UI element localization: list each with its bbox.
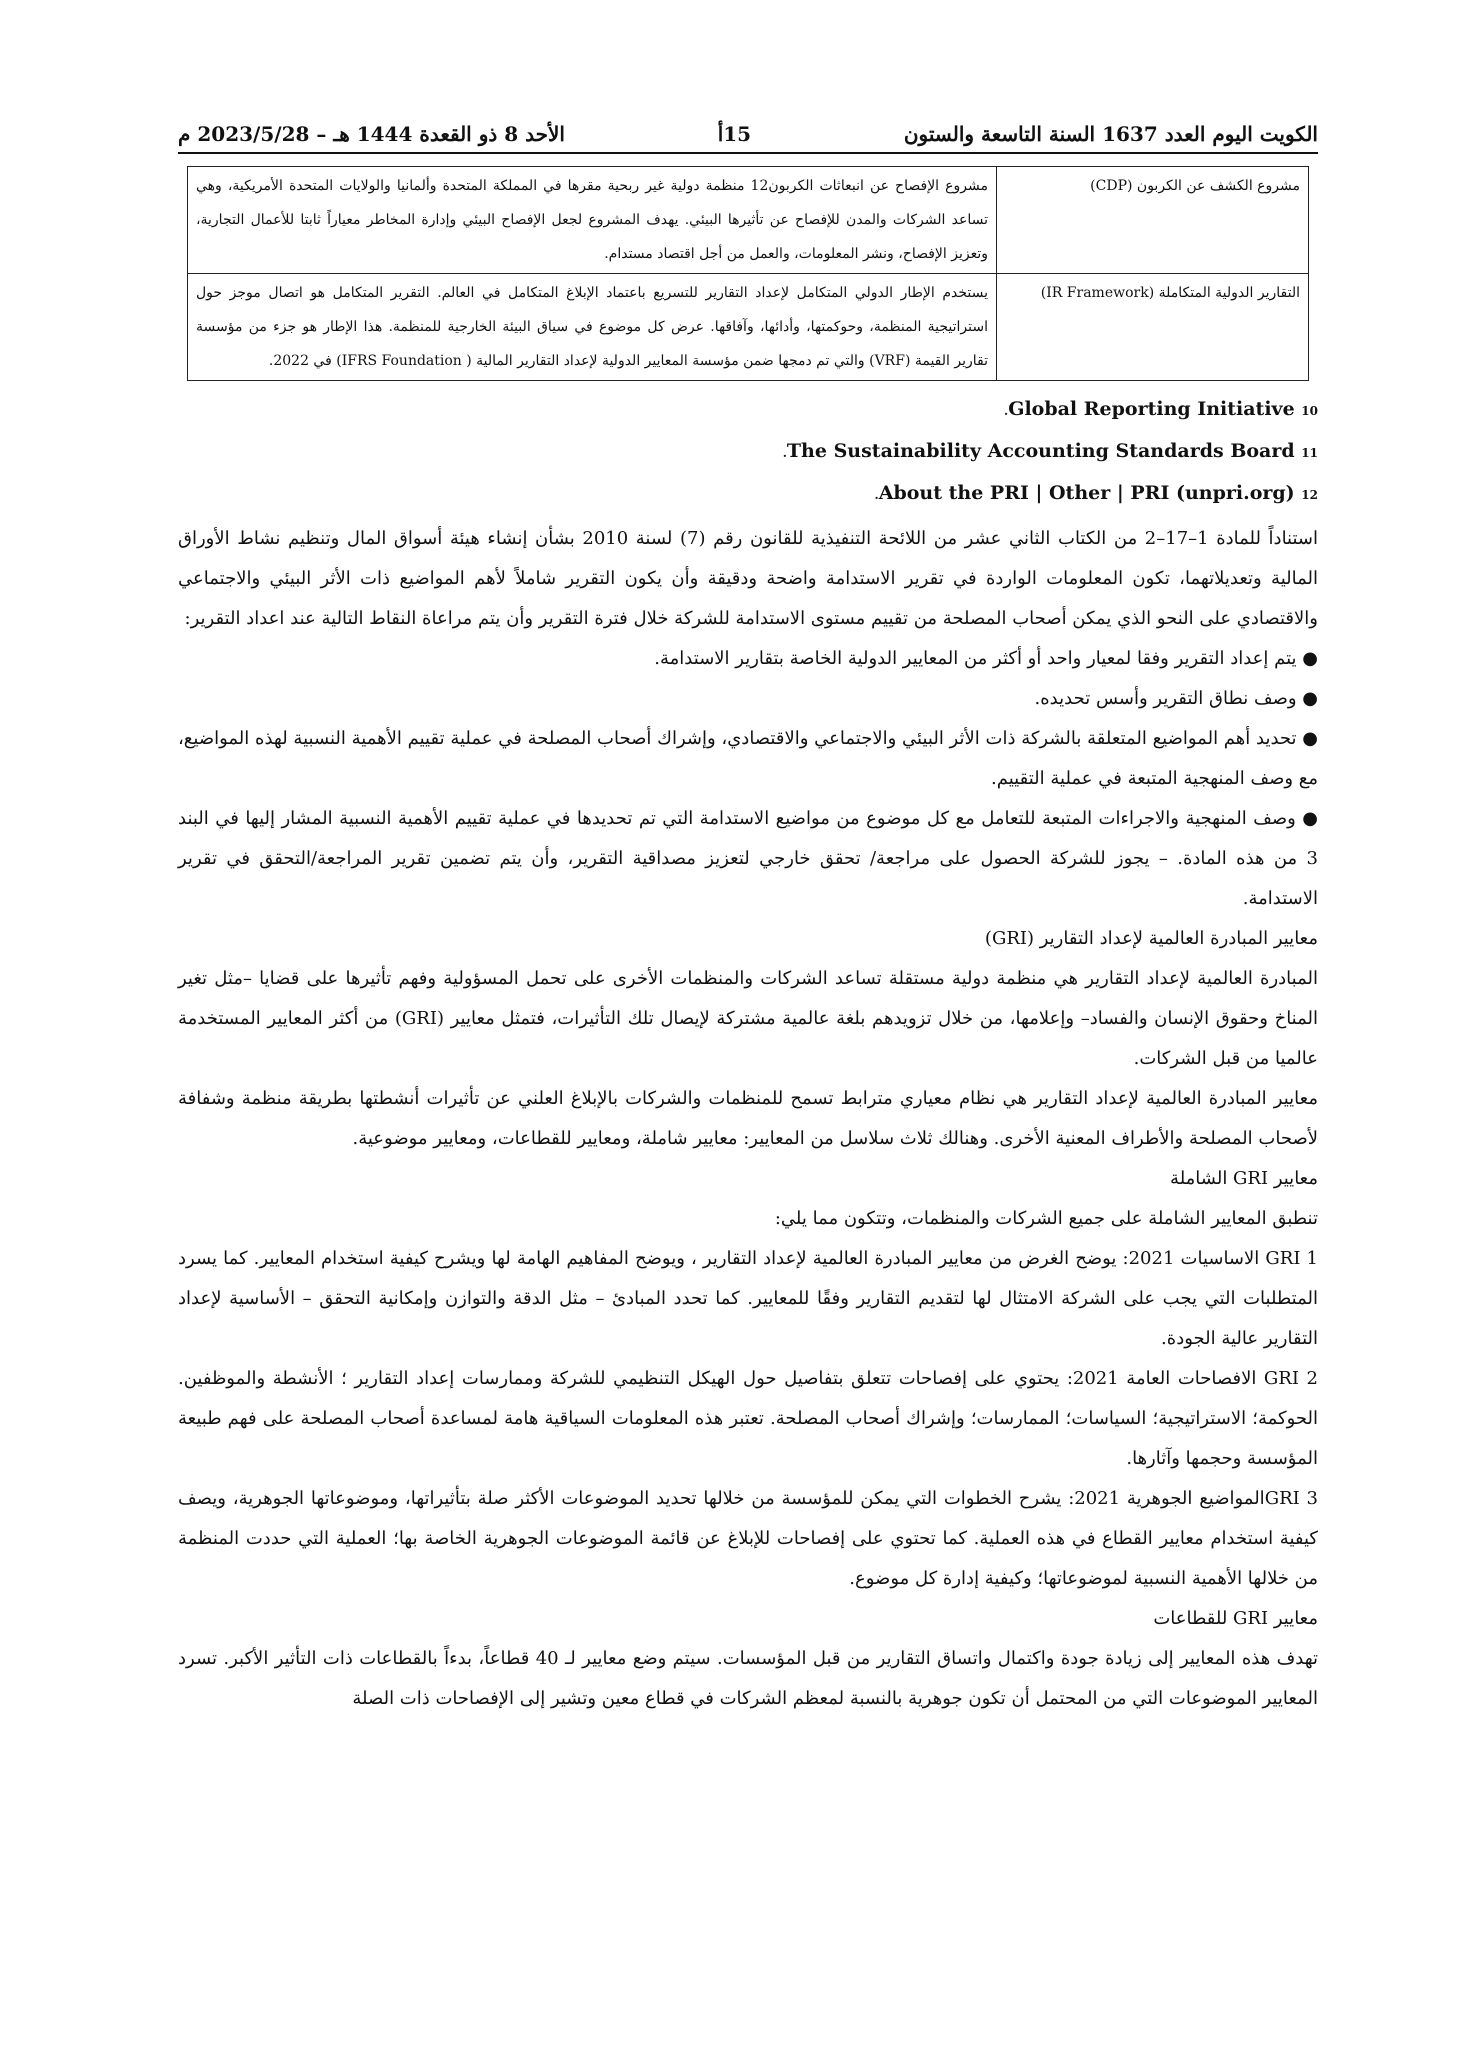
section-heading: معايير المبادرة العالمية لإعداد التقارير (GRI) <box>984 928 1318 949</box>
footnote-number: 12. <box>874 488 1318 502</box>
table-row <box>188 167 1309 274</box>
paragraph: GRI 2 الافصاحات العامة 2021: يحتوي على إفصاحات تتعلق بتفاصيل حول الهيكل التنظيمي للشركة وممارسات إعداد التقارير ؛ الأنشطة والموظفين. الحوكمة؛ الاستراتيجية؛ السياسات؛ الممارسات؛ وإشراك أصحاب المصلحة. تعتبر هذه المعلومات السياقية هامة لمساعدة أصحاب المصلحة على فهم طبيعة المؤسسة وحجمها وآثارها. <box>178 1368 1318 1469</box>
footnote-text: About the PRI | Other | PRI (unpri.org) <box>878 482 1295 504</box>
table-row <box>188 274 1309 381</box>
paragraph: معايير المبادرة العالمية لإعداد التقارير هي نظام معياري مترابط تسمح للمنظمات والشركات بالإبلاغ العلني عن تأثيرات أنشطتها بطريقة منظمة وشفافة لأصحاب المصلحة والأطراف المعنية الأخرى. وهنالك ثلاث سلاسل من المعايير: معايير شاملة، ومعايير للقطاعات، ومعايير موضوعية. <box>178 1088 1318 1149</box>
paragraph: المبادرة العالمية لإعداد التقارير هي منظمة دولية مستقلة تساعد الشركات والمنظمات الأخرى على تحمل المسؤولية وفهم تأثيرها على قضايا –مثل تغير المناخ وحقوق الإنسان والفساد– وإعلامها، من خلال تزويدهم بلغة عالمية مشتركة لإيصال تلك التأثيرات، فتمثل معايير (GRI) من أكثر المعايير المستخدمة عالميا من قبل الشركات. <box>178 968 1318 1069</box>
definitions-table <box>187 166 1309 381</box>
paragraph: استناداً للمادة 1–17–2 من الكتاب الثاني عشر من اللائحة التنفيذية للقانون رقم (7) لسنة 2010 بشأن إنشاء هيئة أسواق المال وتنظيم نشاط الأوراق المالية وتعديلاتهما، تكون المعلومات الواردة في تقرير الاستدامة واضحة ودقيقة وأن يكون التقرير شاملاً لأهم المواضيع ذات الأثر البيئي والاجتماعي والاقتصادي على النحو الذي يمكن أصحاب المصلحة من تقييم مستوى الاستدامة للشركة خلال فترة التقرير وأن يتم مراعاة النقاط التالية عند اعداد التقرير: <box>178 528 1319 629</box>
paragraph: GRI 3المواضيع الجوهرية 2021: يشرح الخطوات التي يمكن للمؤسسة من خلالها تحديد الموضوعات الأكثر صلة بتأثيراتها، وموضوعاتها الجوهرية، ويصف كيفية استخدام معايير القطاع في هذه العملية. كما تحتوي على إفصاحات للإبلاغ عن قائمة الموضوعات الجوهرية الخاصة بها؛ العملية التي حددت المنظمة من خلالها الأهمية النسبية لموضوعاتها؛ وكيفية إدارة كل موضوع. <box>178 1488 1318 1589</box>
table-term: مشروع الكشف عن الكربون (CDP) <box>997 167 1309 274</box>
header-date: الأحد 8 ذو القعدة 1444 هـ – 2023/5/28 م <box>178 122 565 146</box>
footnote-text: Global Reporting Initiative <box>1008 398 1295 420</box>
table-description: مشروع الإفصاح عن انبعاثات الكربون12 منظمة دولية غير ربحية مقرها في المملكة المتحدة وألمانيا والولايات المتحدة الأمريكية، وهي تساعد الشركات والمدن للإفصاح عن تأثيرها البيئي. يهدف المشروع لجعل الإفصاح البيئي وإدارة المخاطر معياراً ثابتا للأعمال التجارية، وتعزيز الإفصاح، ونشر المعلومات، والعمل من أجل اقتصاد مستدام. <box>188 167 997 274</box>
section-heading: معايير GRI للقطاعات <box>1153 1608 1318 1629</box>
header-issue: الكويت اليوم العدد 1637 السنة التاسعة والستون <box>903 122 1318 146</box>
footnote-item <box>178 389 1318 431</box>
footnote-number: 10. <box>1004 404 1318 418</box>
body-text <box>178 519 1318 1719</box>
paragraph: تنطبق المعايير الشاملة على جميع الشركات والمنظمات، وتتكون مما يلي: <box>774 1208 1318 1229</box>
table-term: التقارير الدولية المتكاملة (IR Framework) <box>997 274 1309 381</box>
section-heading: معايير GRI الشاملة <box>1170 1168 1318 1189</box>
page-header <box>178 122 1318 154</box>
bullet-item: ● وصف نطاق التقرير وأسس تحديده. <box>1034 688 1318 709</box>
paragraph: تهدف هذه المعايير إلى زيادة جودة واكتمال واتساق التقارير من قبل المؤسسات. سيتم وضع معايير لـ 40 قطاعاً، بدءاً بالقطاعات ذات التأثير الأكبر. تسرد المعايير الموضوعات التي من المحتمل أن تكون جوهرية بالنسبة لمعظم الشركات في قطاع معين وتشير إلى الإفصاحات ذات الصلة <box>178 1648 1318 1709</box>
page <box>178 122 1318 1719</box>
bullet-item: ● وصف المنهجية والاجراءات المتبعة للتعامل مع كل موضوع من مواضيع الاستدامة التي تم تحديدها في عملية تقييم الأهمية النسبية المشار إليها في البند 3 من هذه المادة. – يجوز للشركة الحصول على مراجعة/ تحقق خارجي لتعزيز مصداقية التقرير، وأن يتم تضمين تقرير المراجعة/التحقق في تقرير الاستدامة. <box>178 808 1318 909</box>
bullet-item: ● يتم إعداد التقرير وفقا لمعيار واحد أو أكثر من المعايير الدولية الخاصة بتقارير الاستدامة. <box>654 648 1318 669</box>
footnote-text: The Sustainability Accounting Standards Board <box>786 440 1295 462</box>
paragraph: GRI 1 الاساسيات 2021: يوضح الغرض من معايير المبادرة العالمية لإعداد التقارير ، ويوضح المفاهيم الهامة لها ويشرح كيفية استخدام المعايير. كما يسرد المتطلبات التي يجب على الشركة الامتثال لها لتقديم التقارير وفقًا للمعايير. كما تحدد المبادئ – مثل الدقة والتوازن وإمكانية التحقق – الأساسية لإعداد التقارير عالية الجودة. <box>178 1248 1318 1349</box>
header-page-number: 15أ <box>717 122 752 146</box>
footnote-number: 11. <box>782 446 1318 460</box>
footnote-item <box>178 431 1318 473</box>
table-description: يستخدم الإطار الدولي المتكامل لإعداد التقارير للتسريع باعتماد الإبلاغ المتكامل في العالم. التقرير المتكامل هو اتصال موجز حول استراتيجية المنظمة، وحوكمتها، وأدائها، وآفاقها. عرض كل موضوع في سياق البيئة الخارجية للمنظمة. هذا الإطار هو جزء من مؤسسة تقارير القيمة (VRF) والتي تم دمجها ضمن مؤسسة المعايير الدولية لإعداد التقارير المالية ( IFRS Foundation) في 2022. <box>188 274 997 381</box>
bullet-item: ● تحديد أهم المواضيع المتعلقة بالشركة ذات الأثر البيئي والاجتماعي والاقتصادي، وإشراك أصحاب المصلحة في عملية تقييم الأهمية النسبية لهذه المواضيع، مع وصف المنهجية المتبعة في عملية التقييم. <box>178 728 1318 789</box>
footnote-references <box>178 389 1318 515</box>
footnote-item <box>178 473 1318 515</box>
